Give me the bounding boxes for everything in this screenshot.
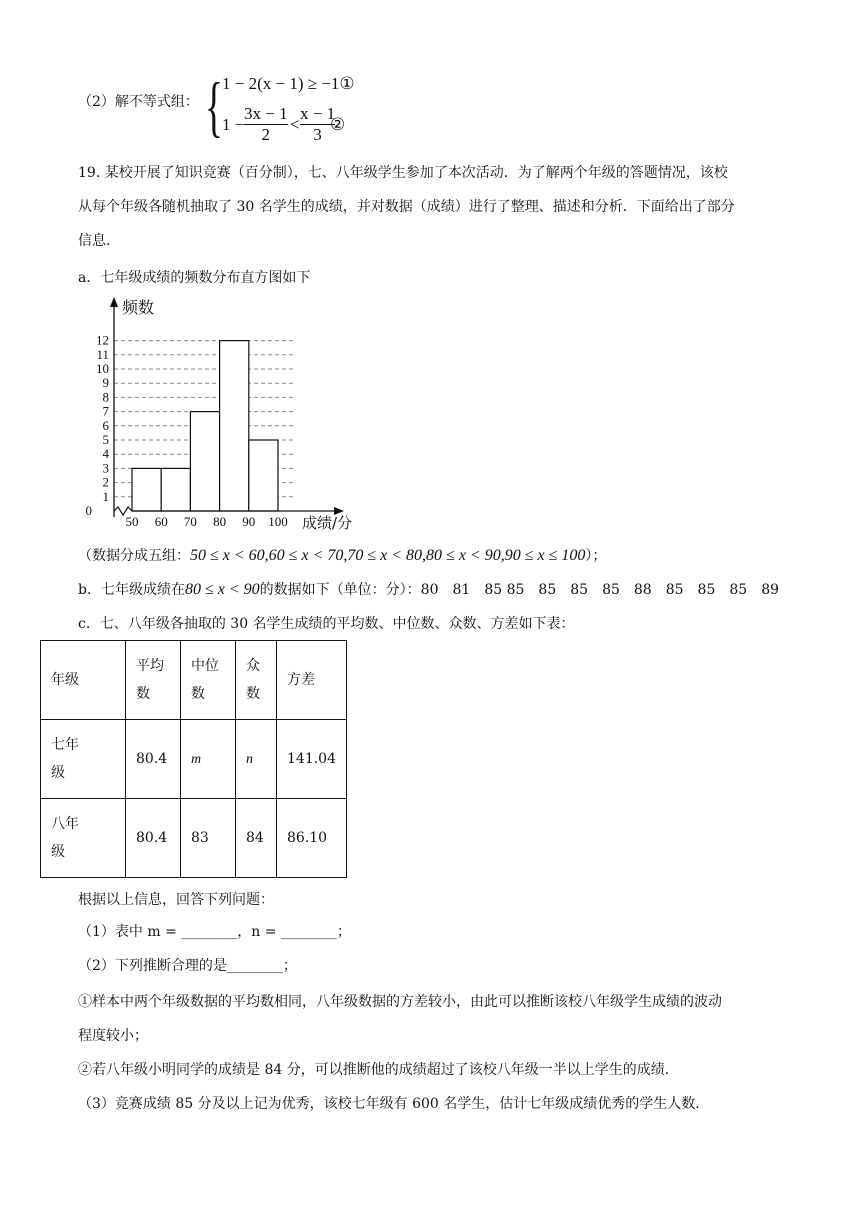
histogram-bar xyxy=(190,412,219,511)
fraction-1-numerator: 3x − 1 xyxy=(244,104,288,123)
inequality-1: 1 − 2(x − 1) ≥ −1① xyxy=(222,74,355,93)
x-tick-label: 50 xyxy=(125,514,139,529)
header-median: 中位 数 xyxy=(181,641,236,720)
cell-median: m xyxy=(181,720,236,799)
fraction-1-denominator: 2 xyxy=(261,125,271,144)
y-tick-label: 11 xyxy=(96,346,109,362)
histogram-bar xyxy=(249,440,278,511)
y-axis-title: 频数 xyxy=(122,298,155,317)
y-axis-arrow xyxy=(110,297,118,307)
cell-mode: n xyxy=(236,720,277,799)
fraction-1 xyxy=(244,104,288,145)
cell-variance: 141.04 xyxy=(277,720,347,799)
value-item: 89 xyxy=(761,582,780,598)
statement-1-line-2: 程度较小； xyxy=(78,1028,148,1044)
x-tick-label: 60 xyxy=(154,514,168,529)
question-1: （1）表中 m = ________，n = ________； xyxy=(78,924,351,940)
part-b-math: 80 ≤ x < 90 xyxy=(184,581,260,598)
groups-note-suffix: ）； xyxy=(585,548,607,564)
y-tick-label: 1 xyxy=(102,488,109,504)
cell-mean: 80.4 xyxy=(126,799,181,878)
value-item: 88 xyxy=(633,582,652,598)
inequality-2-op: < xyxy=(290,115,300,134)
groups-note-prefix: （数据分成五组： xyxy=(78,548,190,564)
value-item: 80 xyxy=(420,582,439,598)
fraction-2-denominator: 3 xyxy=(313,125,322,144)
value-item: 85 xyxy=(570,582,589,598)
inequality-2-mark: ② xyxy=(330,115,346,134)
x-axis-title: 成绩/分 xyxy=(302,514,353,532)
value-item: 85 xyxy=(697,582,716,598)
x-tick-label: 80 xyxy=(213,514,227,529)
system-brace: { xyxy=(205,68,223,144)
header-mean: 平均 数 xyxy=(126,641,181,720)
part-a-label: a．七年级成绩的频数分布直方图如下 xyxy=(78,270,311,286)
part-b xyxy=(78,580,793,600)
table-header-row xyxy=(41,641,347,720)
table-row xyxy=(41,720,347,799)
part-b-prefix: b．七年级成绩在 xyxy=(78,582,185,598)
q19-intro-line-1: 19. 某校开展了知识竞赛（百分制），七、八年级学生参加了本次活动．为了解两个年级的答题情况，该校 xyxy=(78,165,728,181)
value-item: 81 xyxy=(452,582,471,598)
fraction-2-numerator: x − 1 xyxy=(300,104,336,123)
statement-1-line-1: ①样本中两个年级数据的平均数相同，八年级数据的方差较小，由此可以推断该校八年级学生成绩的波动 xyxy=(78,994,722,1010)
cell-mean: 80.4 xyxy=(126,720,181,799)
y-tick-label: 6 xyxy=(102,417,109,433)
stats-table xyxy=(40,640,347,878)
answer-lead: 根据以上信息，回答下列问题： xyxy=(78,892,274,908)
groups-note xyxy=(78,546,606,566)
header-grade: 年级 xyxy=(41,641,126,720)
value-item: 85 xyxy=(665,582,684,598)
value-item: 85 85 xyxy=(484,582,525,598)
y-tick-label: 3 xyxy=(102,460,109,476)
q19-intro-line-2: 从每个年级各随机抽取了 30 名学生的成绩，并对数据（成绩）进行了整理、描述和分析．下面给出了部分 xyxy=(78,199,735,215)
q18-prefix: （2）解不等式组： xyxy=(78,94,199,110)
value-item: 85 xyxy=(538,582,557,598)
cell-variance: 86.10 xyxy=(277,799,347,878)
value-item: 85 xyxy=(602,582,620,598)
groups-note-math: 50 ≤ x < 60,60 ≤ x < 70,70 ≤ x < 80,80 ≤ x < 90,90 ≤ x ≤ 100 xyxy=(190,547,586,564)
header-mode: 众 数 xyxy=(236,641,277,720)
part-b-suffix: 的数据如下（单位：分）： xyxy=(259,582,421,598)
y-tick-label: 10 xyxy=(96,361,109,376)
histogram-bar xyxy=(132,468,161,511)
y-tick-label: 2 xyxy=(102,474,109,490)
x-tick-label: 70 xyxy=(183,514,197,529)
y-tick-label: 7 xyxy=(102,403,109,419)
cell-mode: 84 xyxy=(236,799,277,878)
y-tick-label: 8 xyxy=(102,389,109,405)
value-item: 85 xyxy=(729,582,748,598)
question-2: （2）下列推断合理的是________； xyxy=(78,958,297,974)
x-tick-label: 90 xyxy=(242,514,256,529)
part-b-values xyxy=(421,582,793,598)
header-variance: 方差 xyxy=(277,641,347,720)
histogram-bar xyxy=(161,468,190,511)
q19-intro-line-3: 信息． xyxy=(78,233,120,249)
statement-2: ②若八年级小明同学的成绩是 84 分，可以推断他的成绩超过了该校八年级一半以上学生的成绩． xyxy=(78,1062,679,1078)
cell-median: 83 xyxy=(181,799,236,878)
inequality-2-left: 1 − xyxy=(222,115,245,134)
y-tick-label: 4 xyxy=(102,446,109,462)
part-c-label: c．七、八年级各抽取的 30 名学生成绩的平均数、中位数、众数、方差如下表： xyxy=(78,616,575,632)
histogram-chart xyxy=(78,295,398,535)
y-tick-label: 9 xyxy=(102,375,109,391)
x-tick-label: 100 xyxy=(268,514,288,529)
row-grade-8: 八年 级 xyxy=(41,799,126,878)
row-grade-7: 七年 级 xyxy=(41,720,126,799)
y-tick-label: 5 xyxy=(102,432,109,447)
y-tick-label: 12 xyxy=(96,332,109,348)
question-3: （3）竞赛成绩 85 分及以上记为优秀，该校七年级有 600 名学生，估计七年级成绩优秀的学生人数． xyxy=(78,1096,710,1112)
y-tick-label: 0 xyxy=(85,503,92,518)
table-row xyxy=(41,799,347,878)
histogram-bar xyxy=(220,341,249,511)
